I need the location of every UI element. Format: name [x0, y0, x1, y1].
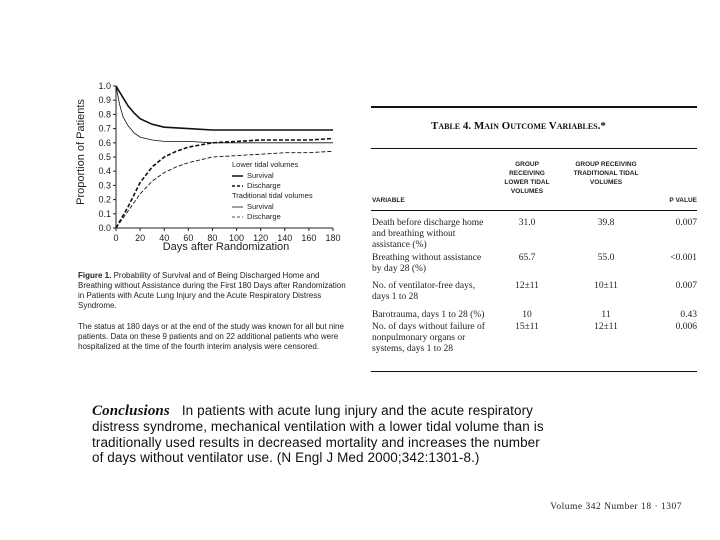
row-variable: Death before discharge home and breathing without assistance (%) [372, 218, 484, 250]
header-p-value: P VALUE [669, 197, 697, 204]
conclusions-text: In patients with acute lung injury and the acute respiratory distress syndrome, mechanical ventilation with a lower tidal volume than is traditionally used results in decreased mortality and increases the number of days without ventilator use. (N Engl J Med 2000;342:1301-8.) [92, 403, 544, 465]
row-traditional: 10±11 [594, 281, 618, 291]
y-tick-label: 0.1 [98, 208, 111, 219]
survival-discharge-chart [72, 80, 347, 255]
series-line-4 [116, 151, 333, 228]
y-axis-title: Proportion of Patients [75, 99, 87, 205]
figure-caption [78, 271, 348, 311]
y-tick-label: 0.6 [98, 137, 111, 148]
header-variable: VARIABLE [372, 197, 405, 204]
figure-caption-note: The status at 180 days or at the end of the study was known for all but nine patients. Data on these 9 patients and on 22 additional patients who were hospitalized at the time of the fourth interim analysis were censored. [78, 322, 344, 351]
x-tick-label: 40 [159, 233, 170, 243]
chart-axes [116, 86, 333, 228]
y-tick-label: 0.5 [98, 152, 111, 162]
y-tick-label: 0.9 [98, 95, 111, 106]
x-tick-label: 0 [113, 233, 119, 243]
series-line-1 [116, 86, 333, 130]
conclusions-heading: Conclusions [92, 403, 170, 419]
table-title-rule [371, 148, 697, 149]
figure-caption-label: Figure 1. [78, 271, 112, 280]
x-tick-label: 160 [301, 233, 317, 243]
row-variable: No. of days without failure of nonpulmonary organs or systems, days 1 to 28 [372, 322, 485, 354]
legend-group1-title: Lower tidal volumes [232, 160, 299, 169]
row-lower: 10 [522, 310, 532, 320]
y-tick-label: 0.8 [98, 109, 111, 120]
row-lower: 15±11 [515, 322, 539, 332]
row-p-value: 0.006 [675, 322, 697, 332]
row-variable: Barotrauma, days 1 to 28 (%) [372, 310, 485, 320]
row-variable: No. of ventilator-free days, days 1 to 28 [372, 281, 475, 302]
chart-lines [116, 86, 333, 228]
legend-group1-survival: Survival [247, 171, 274, 180]
x-axis-title: Days after Randomization [162, 241, 290, 253]
legend-group2-survival: Survival [247, 202, 274, 211]
table-bottom-rule [371, 371, 697, 372]
x-tick-label: 180 [325, 233, 341, 243]
row-traditional: 39.8 [597, 218, 615, 228]
x-tick-label: 20 [135, 233, 146, 243]
row-p-value: 0.007 [675, 218, 697, 228]
series-line-2 [116, 139, 333, 229]
page-footer: Volume 342 Number 18 · 1307 [550, 502, 682, 512]
y-tick-label: 0.2 [98, 194, 111, 205]
y-ticks [98, 81, 116, 233]
y-tick-label: 0.4 [98, 166, 111, 177]
legend-group2-title: Traditional tidal volumes [232, 191, 313, 200]
legend-group1-discharge: Discharge [247, 181, 281, 190]
row-lower: 65.7 [518, 253, 536, 263]
row-lower: 31.0 [518, 218, 536, 228]
y-tick-label: 0.3 [98, 180, 111, 191]
row-lower: 12±11 [515, 281, 539, 291]
figure-caption-text: Probability of Survival and of Being Discharged Home and Breathing without Assistance during the First 180 Days after Randomization in Patients with Acute Lung Injury and the Acute Respiratory Distress Syndrome. [78, 271, 346, 310]
row-p-value: <0.001 [670, 253, 697, 263]
table-title: Table 4. Main Outcome Variables.* [431, 120, 606, 132]
row-variable: Breathing without assistance by day 28 (%) [372, 253, 482, 274]
table-top-rule [371, 106, 697, 108]
y-tick-label: 0.0 [98, 223, 111, 233]
table-header-rule [371, 210, 697, 211]
row-traditional: 55.0 [597, 253, 615, 263]
row-p-value: 0.007 [675, 281, 697, 291]
x-tick-label: 140 [277, 233, 293, 243]
x-tick-label: 60 [183, 233, 194, 243]
y-tick-label: 1.0 [98, 81, 111, 91]
x-tick-label: 100 [229, 233, 245, 243]
header-lower-tidal: GROUP RECEIVING LOWER TIDAL VOLUMES [504, 161, 550, 195]
chart-legend [232, 160, 313, 221]
row-p-value: 0.43 [680, 310, 697, 320]
header-traditional-tidal: GROUP RECEIVING TRADITIONAL TIDAL VOLUMES [573, 161, 639, 186]
conclusions-paragraph [92, 403, 552, 465]
x-tick-label: 120 [253, 233, 269, 243]
row-traditional: 11 [601, 310, 611, 320]
y-tick-label: 0.7 [98, 123, 111, 134]
series-line-3 [116, 86, 333, 143]
row-traditional: 12±11 [594, 322, 618, 332]
x-tick-label: 80 [207, 233, 218, 243]
legend-group2-discharge: Discharge [247, 212, 281, 221]
